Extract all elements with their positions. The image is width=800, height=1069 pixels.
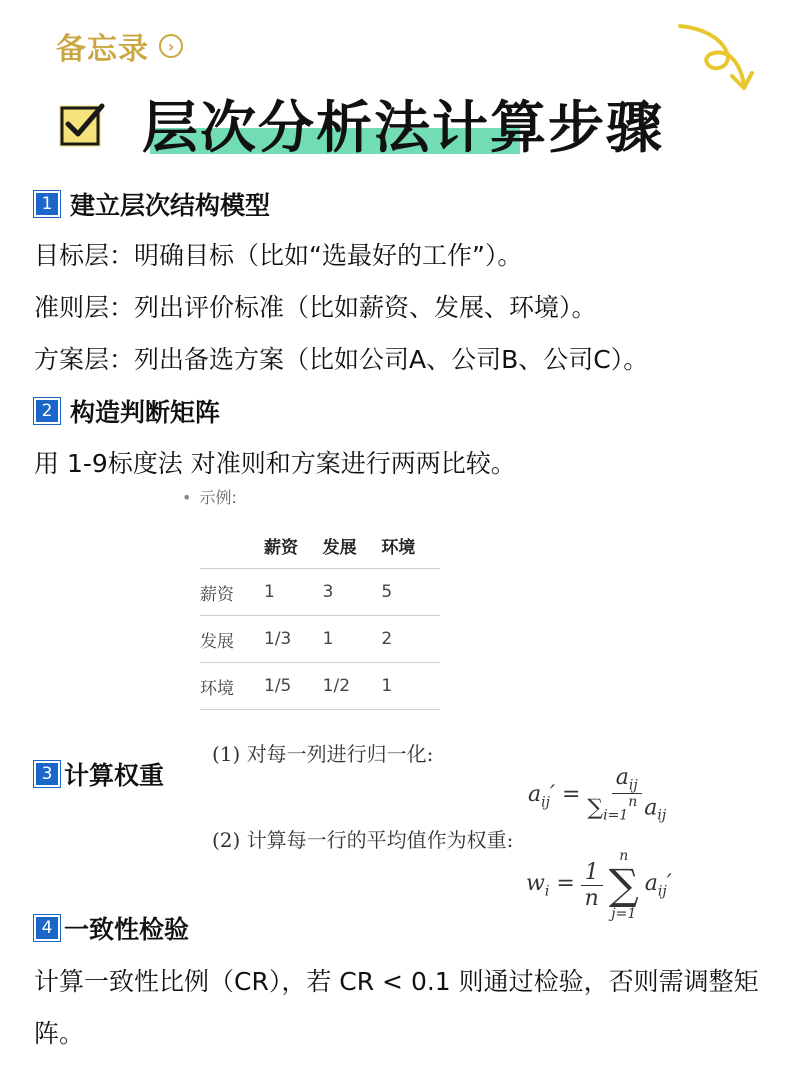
judgment-matrix-table xyxy=(200,522,440,710)
section-title: 建立层次结构模型 xyxy=(70,191,271,220)
table-row xyxy=(200,616,440,663)
table-cell: 1 xyxy=(381,676,393,696)
section-number-badge: 2 xyxy=(34,398,60,424)
table-cell: 1/5 xyxy=(264,676,292,696)
goal-layer-text: 目标层：明确目标（比如“选最好的工作”）。 xyxy=(34,241,523,270)
table-header-cell: 环境 xyxy=(381,537,416,558)
example-label: • 示例: xyxy=(182,488,237,507)
table-header-cell xyxy=(200,522,264,569)
table-header-cell: 发展 xyxy=(322,537,357,558)
average-step-text: (2) 计算每一行的平均值作为权重: xyxy=(212,828,514,852)
chevron-right-circle-icon: › xyxy=(159,34,183,58)
page-title-block xyxy=(56,84,664,164)
table-cell: 2 xyxy=(381,629,393,649)
table-row xyxy=(200,663,440,710)
section-number-badge: 1 xyxy=(34,191,60,217)
table-header-cell: 薪资 xyxy=(264,537,298,558)
table-cell: 薪资 xyxy=(200,584,234,605)
memo-link[interactable] xyxy=(56,24,183,68)
page-title: 层次分析法计算步骤 xyxy=(142,96,664,161)
table-header-row xyxy=(200,522,440,569)
checkbox-icon xyxy=(56,98,108,150)
section-title: 构造判断矩阵 xyxy=(70,398,221,427)
criteria-layer-text: 准则层：列出评价标准（比如薪资、发展、环境）。 xyxy=(34,293,597,322)
table-cell: 环境 xyxy=(200,678,234,699)
section-4-heading xyxy=(34,910,189,946)
consistency-text-line2: 阵。 xyxy=(34,1019,85,1048)
table-cell: 1 xyxy=(322,629,334,649)
squiggle-arrow-icon xyxy=(672,18,772,98)
table-cell: 1 xyxy=(264,582,275,602)
section-number-badge: 4 xyxy=(34,915,60,941)
section-1-heading xyxy=(34,186,270,222)
normalize-step-text: (1) 对每一列进行归一化: xyxy=(212,742,434,766)
section-number-badge: 3 xyxy=(34,761,60,787)
section-3-heading xyxy=(34,756,164,792)
consistency-text-line1: 计算一致性比例（CR），若 CR < 0.1 则通过检验，否则需调整矩 xyxy=(34,967,759,996)
table-cell: 5 xyxy=(381,582,393,602)
table-row xyxy=(200,569,440,616)
memo-label: 备忘录 xyxy=(56,32,149,67)
table-cell: 3 xyxy=(322,582,334,602)
table-cell: 1/2 xyxy=(322,676,351,696)
normalize-formula: $a_{ij}'$ = $\frac{a_{ij}}{\sum_{i=1}^n a_{ij}}$ xyxy=(528,765,667,825)
alternatives-layer-text: 方案层：列出备选方案（比如公司A、公司B、公司C）。 xyxy=(34,345,649,374)
table-cell: 1/3 xyxy=(264,629,292,649)
section-2-heading xyxy=(34,393,220,429)
section-title: 一致性检验 xyxy=(64,915,190,944)
example-block xyxy=(180,485,440,710)
weight-formula: $w_i$ = $\frac{1}{n}$ n ∑ j=1 $a_{ij}'$ xyxy=(526,848,672,922)
section-title: 计算权重 xyxy=(64,761,165,790)
scale-intro-text: 用 1-9标度法 对准则和方案进行两两比较。 xyxy=(34,449,516,478)
table-cell: 发展 xyxy=(200,631,234,652)
